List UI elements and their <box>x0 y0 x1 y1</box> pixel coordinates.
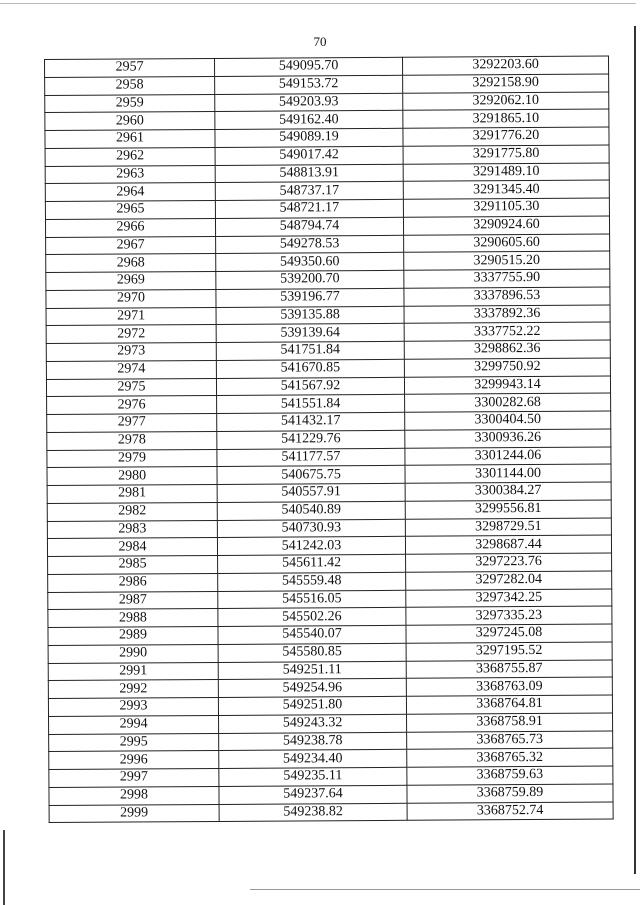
x-coordinate-cell: 545611.42 <box>218 554 406 573</box>
x-coordinate-cell: 549278.53 <box>216 235 404 254</box>
point-number-cell: 2966 <box>45 218 215 237</box>
point-number-cell: 2961 <box>45 129 215 148</box>
point-number-cell: 2974 <box>46 360 216 379</box>
x-coordinate-cell: 549350.60 <box>216 253 404 272</box>
y-coordinate-cell: 3290924.60 <box>403 216 609 235</box>
coordinates-table <box>44 56 614 824</box>
y-coordinate-cell: 3368759.89 <box>407 784 613 803</box>
x-coordinate-cell: 539135.88 <box>216 306 404 325</box>
point-number-cell: 2981 <box>47 484 217 503</box>
x-coordinate-cell: 545580.85 <box>218 643 406 662</box>
y-coordinate-cell: 3297282.04 <box>406 571 612 590</box>
x-coordinate-cell: 545516.05 <box>218 590 406 609</box>
point-number-cell: 2993 <box>48 697 218 716</box>
x-coordinate-cell: 549251.80 <box>218 696 406 715</box>
point-number-cell: 2995 <box>49 733 219 752</box>
y-coordinate-cell: 3337752.22 <box>404 322 610 341</box>
y-coordinate-cell: 3337755.90 <box>404 269 610 288</box>
point-number-cell: 2963 <box>45 165 215 184</box>
scan-edge-bottom <box>250 889 640 890</box>
y-coordinate-cell: 3300404.50 <box>405 411 611 430</box>
point-number-cell: 2958 <box>45 76 215 95</box>
point-number-cell: 2964 <box>45 183 215 202</box>
x-coordinate-cell: 540675.75 <box>217 466 405 485</box>
point-number-cell: 2998 <box>49 786 219 805</box>
y-coordinate-cell: 3291105.30 <box>403 198 609 217</box>
y-coordinate-cell: 3291489.10 <box>403 163 609 182</box>
x-coordinate-cell: 549238.82 <box>219 803 407 822</box>
y-coordinate-cell: 3299556.81 <box>405 500 611 519</box>
scan-edge-left <box>3 830 5 905</box>
x-coordinate-cell: 549017.42 <box>215 146 403 165</box>
y-coordinate-cell: 3292062.10 <box>403 92 609 111</box>
point-number-cell: 2975 <box>46 378 216 397</box>
point-number-cell: 2990 <box>48 644 218 663</box>
x-coordinate-cell: 541751.84 <box>216 341 404 360</box>
point-number-cell: 2982 <box>47 502 217 521</box>
x-coordinate-cell: 541229.76 <box>217 430 405 449</box>
y-coordinate-cell: 3291776.20 <box>403 127 609 146</box>
point-number-cell: 2969 <box>46 271 216 290</box>
y-coordinate-cell: 3299943.14 <box>404 376 610 395</box>
point-number-cell: 2978 <box>47 431 217 450</box>
point-number-cell: 2999 <box>49 804 219 823</box>
point-number-cell: 2965 <box>45 200 215 219</box>
y-coordinate-cell: 3337896.53 <box>404 287 610 306</box>
x-coordinate-cell: 539200.70 <box>216 270 404 289</box>
y-coordinate-cell: 3291775.80 <box>403 145 609 164</box>
y-coordinate-cell: 3291345.40 <box>403 180 609 199</box>
point-number-cell: 2988 <box>48 609 218 628</box>
x-coordinate-cell: 541670.85 <box>216 359 404 378</box>
point-number-cell: 2980 <box>47 467 217 486</box>
y-coordinate-cell: 3368764.81 <box>406 695 612 714</box>
point-number-cell: 2968 <box>46 254 216 273</box>
point-number-cell: 2983 <box>47 520 217 539</box>
y-coordinate-cell: 3337892.36 <box>404 305 610 324</box>
point-number-cell: 2994 <box>49 715 219 734</box>
x-coordinate-cell: 548737.17 <box>215 182 403 201</box>
y-coordinate-cell: 3301244.06 <box>405 447 611 466</box>
point-number-cell: 2987 <box>48 591 218 610</box>
x-coordinate-cell: 549243.32 <box>219 714 407 733</box>
point-number-cell: 2976 <box>47 396 217 415</box>
y-coordinate-cell: 3292203.60 <box>402 56 608 75</box>
point-number-cell: 2989 <box>48 626 218 645</box>
x-coordinate-cell: 540540.89 <box>217 501 405 520</box>
x-coordinate-cell: 549254.96 <box>218 679 406 698</box>
y-coordinate-cell: 3299750.92 <box>404 358 610 377</box>
point-number-cell: 2972 <box>46 325 216 344</box>
y-coordinate-cell: 3300936.26 <box>405 429 611 448</box>
y-coordinate-cell: 3297195.52 <box>406 642 612 661</box>
y-coordinate-cell: 3368765.73 <box>407 731 613 750</box>
x-coordinate-cell: 548721.17 <box>215 199 403 218</box>
point-number-cell: 2992 <box>48 680 218 699</box>
x-coordinate-cell: 540730.93 <box>217 519 405 538</box>
y-coordinate-cell: 3300282.68 <box>405 393 611 412</box>
y-coordinate-cell: 3368752.74 <box>407 802 613 821</box>
y-coordinate-cell: 3297223.76 <box>406 553 612 572</box>
x-coordinate-cell: 549237.64 <box>219 785 407 804</box>
y-coordinate-cell: 3300384.27 <box>405 482 611 501</box>
y-coordinate-cell: 3290605.60 <box>404 234 610 253</box>
y-coordinate-cell: 3297335.23 <box>406 606 612 625</box>
y-coordinate-cell: 3368755.87 <box>406 660 612 679</box>
point-number-cell: 2991 <box>48 662 218 681</box>
point-number-cell: 2979 <box>47 449 217 468</box>
x-coordinate-cell: 548794.74 <box>215 217 403 236</box>
x-coordinate-cell: 549234.40 <box>219 750 407 769</box>
x-coordinate-cell: 541177.57 <box>217 448 405 467</box>
point-number-cell: 2973 <box>46 342 216 361</box>
x-coordinate-cell: 539196.77 <box>216 288 404 307</box>
coordinates-table-body <box>45 56 614 823</box>
y-coordinate-cell: 3368759.63 <box>407 766 613 785</box>
point-number-cell: 2957 <box>45 58 215 77</box>
point-number-cell: 2960 <box>45 112 215 131</box>
x-coordinate-cell: 549238.78 <box>219 732 407 751</box>
x-coordinate-cell: 549162.40 <box>215 111 403 130</box>
point-number-cell: 2971 <box>46 307 216 326</box>
point-number-cell: 2962 <box>45 147 215 166</box>
x-coordinate-cell: 549153.72 <box>215 75 403 94</box>
x-coordinate-cell: 549235.11 <box>219 767 407 786</box>
x-coordinate-cell: 541432.17 <box>217 412 405 431</box>
point-number-cell: 2959 <box>45 94 215 113</box>
scan-edge-right <box>634 26 636 874</box>
x-coordinate-cell: 545559.48 <box>218 572 406 591</box>
x-coordinate-cell: 545502.26 <box>218 608 406 627</box>
x-coordinate-cell: 541242.03 <box>217 537 405 556</box>
y-coordinate-cell: 3291865.10 <box>403 109 609 128</box>
x-coordinate-cell: 540557.91 <box>217 483 405 502</box>
point-number-cell: 2986 <box>48 573 218 592</box>
point-number-cell: 2977 <box>47 413 217 432</box>
x-coordinate-cell: 541551.84 <box>217 395 405 414</box>
x-coordinate-cell: 549203.93 <box>215 93 403 112</box>
x-coordinate-cell: 549095.70 <box>214 57 402 76</box>
x-coordinate-cell: 539139.64 <box>216 324 404 343</box>
point-number-cell: 2984 <box>47 538 217 557</box>
point-number-cell: 2996 <box>49 751 219 770</box>
y-coordinate-cell: 3301144.00 <box>405 464 611 483</box>
y-coordinate-cell: 3292158.90 <box>403 74 609 93</box>
y-coordinate-cell: 3290515.20 <box>404 251 610 270</box>
y-coordinate-cell: 3368758.91 <box>407 713 613 732</box>
y-coordinate-cell: 3368763.09 <box>406 677 612 696</box>
y-coordinate-cell: 3298729.51 <box>405 518 611 537</box>
x-coordinate-cell: 549089.19 <box>215 128 403 147</box>
point-number-cell: 2985 <box>48 555 218 574</box>
x-coordinate-cell: 549251.11 <box>218 661 406 680</box>
table-row <box>49 802 613 823</box>
x-coordinate-cell: 545540.07 <box>218 625 406 644</box>
point-number-cell: 2997 <box>49 768 219 787</box>
y-coordinate-cell: 3368765.32 <box>407 748 613 767</box>
page-number: 70 <box>313 34 327 49</box>
y-coordinate-cell: 3298687.44 <box>405 535 611 554</box>
y-coordinate-cell: 3297342.25 <box>406 589 612 608</box>
y-coordinate-cell: 3297245.08 <box>406 624 612 643</box>
y-coordinate-cell: 3298862.36 <box>404 340 610 359</box>
scan-edge-top <box>0 3 636 4</box>
point-number-cell: 2970 <box>46 289 216 308</box>
point-number-cell: 2967 <box>46 236 216 255</box>
x-coordinate-cell: 548813.91 <box>215 164 403 183</box>
x-coordinate-cell: 541567.92 <box>216 377 404 396</box>
